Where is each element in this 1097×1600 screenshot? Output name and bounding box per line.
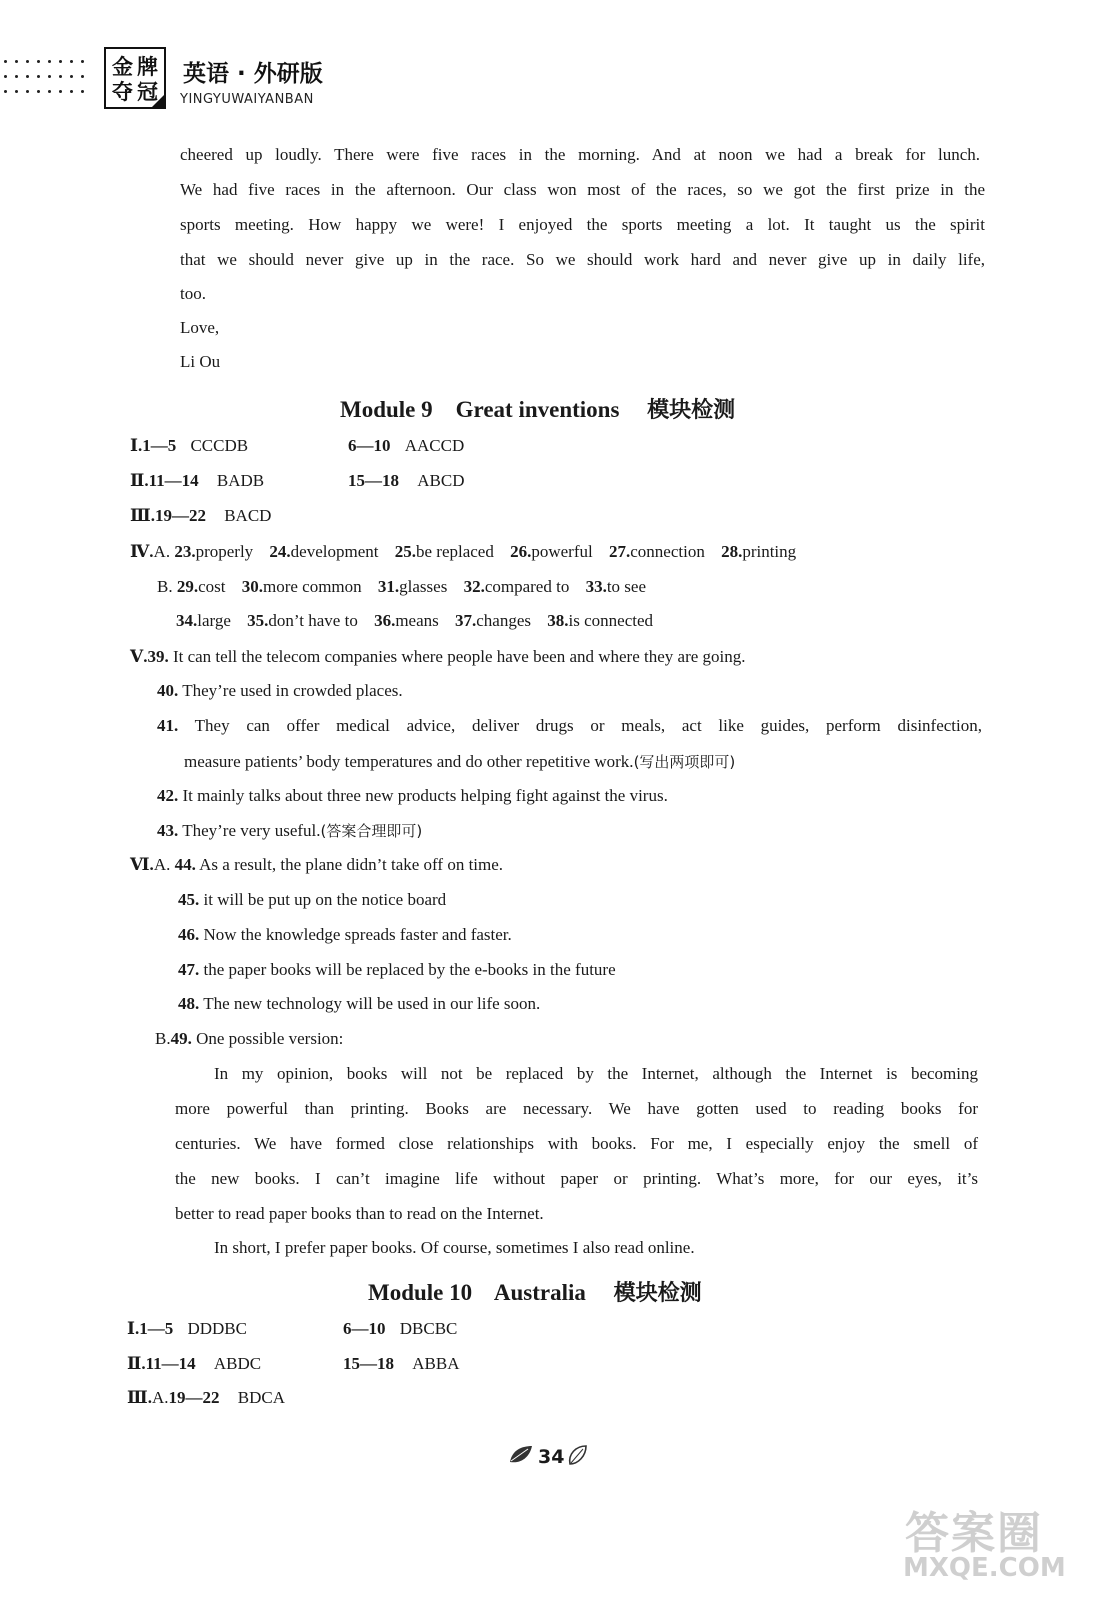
section-II-answers: Ⅱ.11—14 BADB — [130, 471, 265, 490]
book-subject-pinyin: YINGYUWAIYANBAN — [180, 92, 314, 107]
header-dot — [26, 75, 29, 78]
header-dot — [48, 90, 51, 93]
header-dot — [37, 60, 40, 63]
module-10-title: Module 10 Australia 模块检测 — [368, 1280, 702, 1306]
section-VI-B-intro: B.49. One possible version: — [155, 1029, 344, 1048]
section-VI-item-46: 46. Now the knowledge spreads faster and faster. — [178, 925, 512, 944]
section-VI-item-48: 48. The new technology will be used in our life soon. — [178, 994, 541, 1013]
m10-section-II-answers: Ⅱ.11—14 ABDC — [127, 1354, 262, 1373]
header-dot — [81, 60, 84, 63]
letter-line: We had five races in the afternoon. Our class won most of the races, so we got the first prize in the — [180, 180, 985, 199]
m10-section-I-answers: Ⅰ.1—5 DDDBC — [127, 1319, 247, 1338]
essay-line: more powerful than printing. Books are necessary. We have gotten used to reading books for — [175, 1099, 978, 1118]
header-dot — [37, 75, 40, 78]
section-I-answers-2: 6—10 AACCD — [348, 436, 465, 455]
logo-char: 牌 — [137, 55, 158, 79]
leaf-left-icon — [508, 1444, 534, 1466]
section-I-answers: Ⅰ.1—5 CCCDB — [130, 436, 249, 455]
essay-line: centuries. We have formed close relationships with books. For me, I especially enjoy the smell of — [175, 1134, 978, 1153]
header-dot — [15, 90, 18, 93]
section-V-item-40: 40. They’re used in crowded places. — [157, 681, 403, 700]
section-IV-B-cont: 34.large 35.don’t have to 36.means 37.changes 38.is connected — [176, 611, 654, 630]
watermark-logo: 答案圈 MXQE.COM — [903, 1508, 1066, 1583]
m10-section-III-answers: Ⅲ.A.19—22 BDCA — [127, 1388, 285, 1407]
header-dot — [48, 75, 51, 78]
essay-line: the new books. I can’t imagine life without paper or printing. What’s more, for our eyes, it’s — [175, 1169, 978, 1188]
header-dot — [81, 75, 84, 78]
header-dot — [37, 90, 40, 93]
letter-line: sports meeting. How happy we were! I enjoyed the sports meeting a lot. It taught us the spirit — [180, 215, 985, 234]
letter-signature: Li Ou — [180, 352, 221, 371]
header-dot — [26, 90, 29, 93]
header-dot — [4, 60, 7, 63]
header-dot — [59, 90, 62, 93]
letter-line: cheered up loudly. There were five races in the morning. And at noon we had a break for lunch. — [180, 145, 980, 164]
essay-last-line: In short, I prefer paper books. Of course, sometimes I also read online. — [214, 1238, 695, 1257]
section-V-item-43: 43. They’re very useful.(答案合理即可) — [157, 821, 423, 840]
header-dot — [70, 60, 73, 63]
section-V-item-39: Ⅴ.39. It can tell the telecom companies where people have been and where they are going. — [130, 647, 746, 666]
section-V-item-42: 42. It mainly talks about three new products helping fight against the virus. — [157, 786, 668, 805]
header-dot — [26, 60, 29, 63]
page-number: 34 — [538, 1446, 565, 1468]
letter-line: too. — [180, 284, 206, 303]
section-V-item-41-cont: measure patients’ body temperatures and do other repetitive work.(写出两项即可) — [184, 752, 736, 771]
header-dot — [4, 75, 7, 78]
section-V-item-41: 41. They can offer medical advice, deliver drugs or meals, act like guides, perform disinfection, — [157, 716, 982, 735]
leaf-right-icon — [566, 1444, 588, 1466]
header-dot — [70, 75, 73, 78]
essay-line: better to read paper books than to read on the Internet. — [175, 1204, 544, 1223]
section-II-answers-2: 15—18 ABCD — [348, 471, 465, 490]
section-VI-item-44: Ⅵ.A. 44. As a result, the plane didn’t take off on time. — [130, 855, 504, 874]
letter-closing: Love, — [180, 318, 220, 337]
header-dot — [59, 75, 62, 78]
section-IV-A: Ⅳ.A. 23.properly 24.development 25.be replaced 26.powerful 27.connection 28.printing — [130, 542, 797, 561]
logo-corner-mark — [150, 93, 166, 109]
logo-char: 夺 — [112, 80, 133, 104]
section-IV-B: B. 29.cost 30.more common 31.glasses 32.compared to 33.to see — [157, 577, 647, 596]
header-dot — [70, 90, 73, 93]
header-dot — [4, 90, 7, 93]
header-dot — [15, 60, 18, 63]
header-dot — [48, 60, 51, 63]
section-VI-item-47: 47. the paper books will be replaced by the e-books in the future — [178, 960, 616, 979]
essay-line: In my opinion, books will not be replaced by the Internet, although the Internet is becoming — [214, 1064, 978, 1083]
m10-section-I-answers-2: 6—10 DBCBC — [343, 1319, 458, 1338]
header-dot-pattern — [4, 60, 94, 102]
section-III-answers: Ⅲ.19—22 BACD — [130, 506, 272, 525]
module-9-title: Module 9 Great inventions 模块检测 — [340, 397, 736, 423]
letter-line: that we should never give up in the race. So we should work hard and never give up in daily life, — [180, 250, 985, 269]
section-VI-item-45: 45. it will be put up on the notice board — [178, 890, 447, 909]
header-dot — [59, 60, 62, 63]
logo-char: 金 — [112, 55, 133, 79]
header-dot — [15, 75, 18, 78]
header-dot — [81, 90, 84, 93]
book-subject-title: 英语 · 外研版 — [183, 61, 323, 87]
logo-char: 冠 — [137, 80, 158, 104]
m10-section-II-answers-2: 15—18 ABBA — [343, 1354, 460, 1373]
